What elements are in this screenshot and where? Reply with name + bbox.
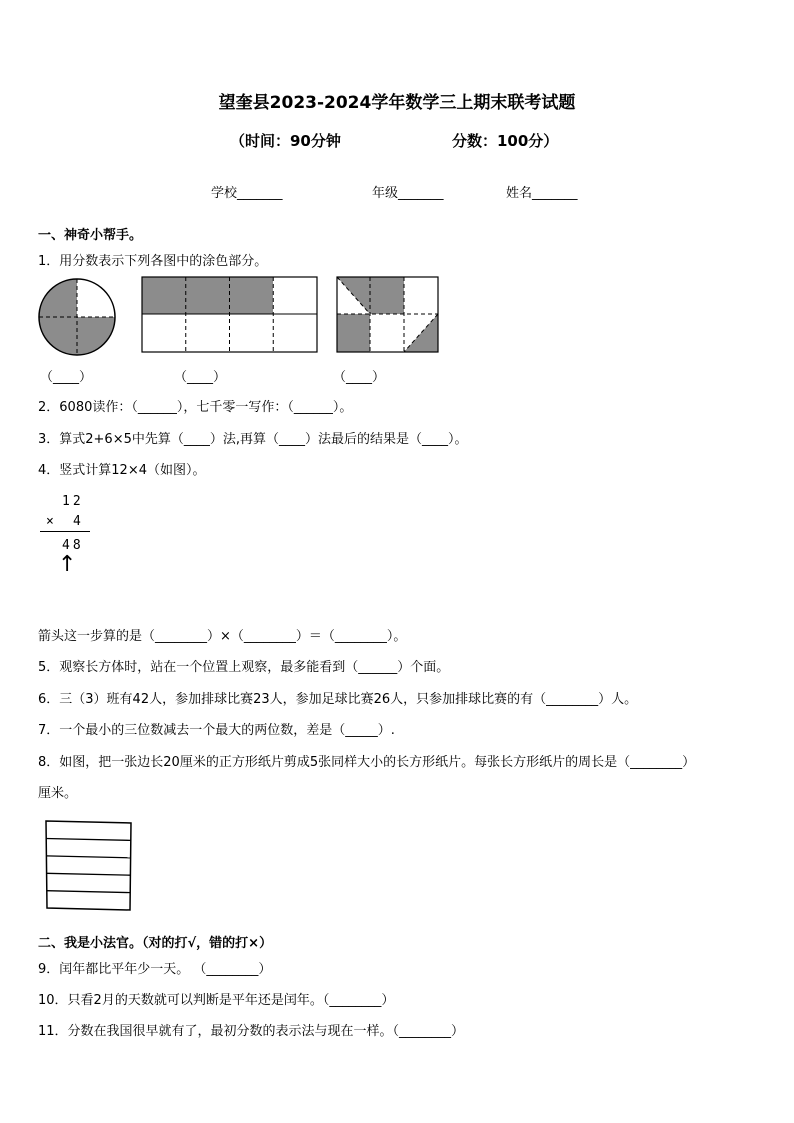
arrow-up-icon: ↑ (58, 552, 77, 577)
square-strips-figure (44, 819, 134, 914)
section1-heading: 一、神奇小帮手。 (38, 228, 143, 243)
triangle-grid-figure (336, 276, 440, 354)
question-2: 2．6080读作：（______），七千零一写作：（______）。 (38, 400, 353, 415)
question-10: 10．只看2月的天数就可以判断是平年还是闰年。（________） (38, 993, 395, 1008)
circle-figure (36, 276, 118, 358)
question-8-cont: 厘米。 (38, 786, 78, 801)
rectangle-grid-figure (141, 276, 319, 354)
vertical-calc-top: 12 (62, 494, 84, 509)
question-4-follow: 箭头这一步算的是（________）×（________）＝（________）。 (38, 629, 407, 644)
vertical-calc-result: 48 (62, 538, 84, 553)
vertical-calc-multiplier: 4 (73, 514, 81, 529)
page-title: 望奎县2023-2024学年数学三上期末联考试题 (218, 93, 576, 113)
answer-blank-1c[interactable]: （____） (333, 370, 386, 385)
question-6: 6．三（3）班有42人，参加排球比赛23人，参加足球比赛26人，只参加排球比赛的有（________）人。 (38, 692, 638, 707)
school-field: 学校_______ (211, 186, 283, 201)
question-8: 8．如图，把一张边长20厘米的正方形纸片剪成5张同样大小的长方形纸片。每张长方形纸片的周长是（________） (38, 755, 696, 770)
section2-heading: 二、我是小法官。（对的打√，错的打×） (38, 936, 273, 951)
exam-time: （时间：90分钟 (230, 132, 341, 150)
question-9: 9．闰年都比平年少一天。 （________） (38, 962, 272, 977)
question-5: 5．观察长方体时，站在一个位置上观察，最多能看到（______）个面。 (38, 660, 450, 675)
grade-field: 年级_______ (372, 186, 444, 201)
answer-blank-1a[interactable]: （____） (40, 370, 93, 385)
question-4: 4．竖式计算12×4（如图）。 (38, 463, 206, 478)
question-1: 1．用分数表示下列各图中的涂色部分。 (38, 254, 268, 269)
question-3: 3．算式2+6×5中先算（____）法,再算（____）法最后的结果是（____）。 (38, 432, 468, 447)
question-11: 11．分数在我国很早就有了，最初分数的表示法与现在一样。（________） (38, 1024, 465, 1039)
name-field: 姓名_______ (506, 186, 578, 201)
multiply-sign: × (46, 514, 54, 529)
exam-score: 分数：100分） (452, 132, 559, 150)
question-7: 7．一个最小的三位数减去一个最大的两位数，差是（_____）. (38, 723, 395, 738)
answer-blank-1b[interactable]: （____） (174, 370, 227, 385)
calc-divider-line (40, 531, 90, 532)
